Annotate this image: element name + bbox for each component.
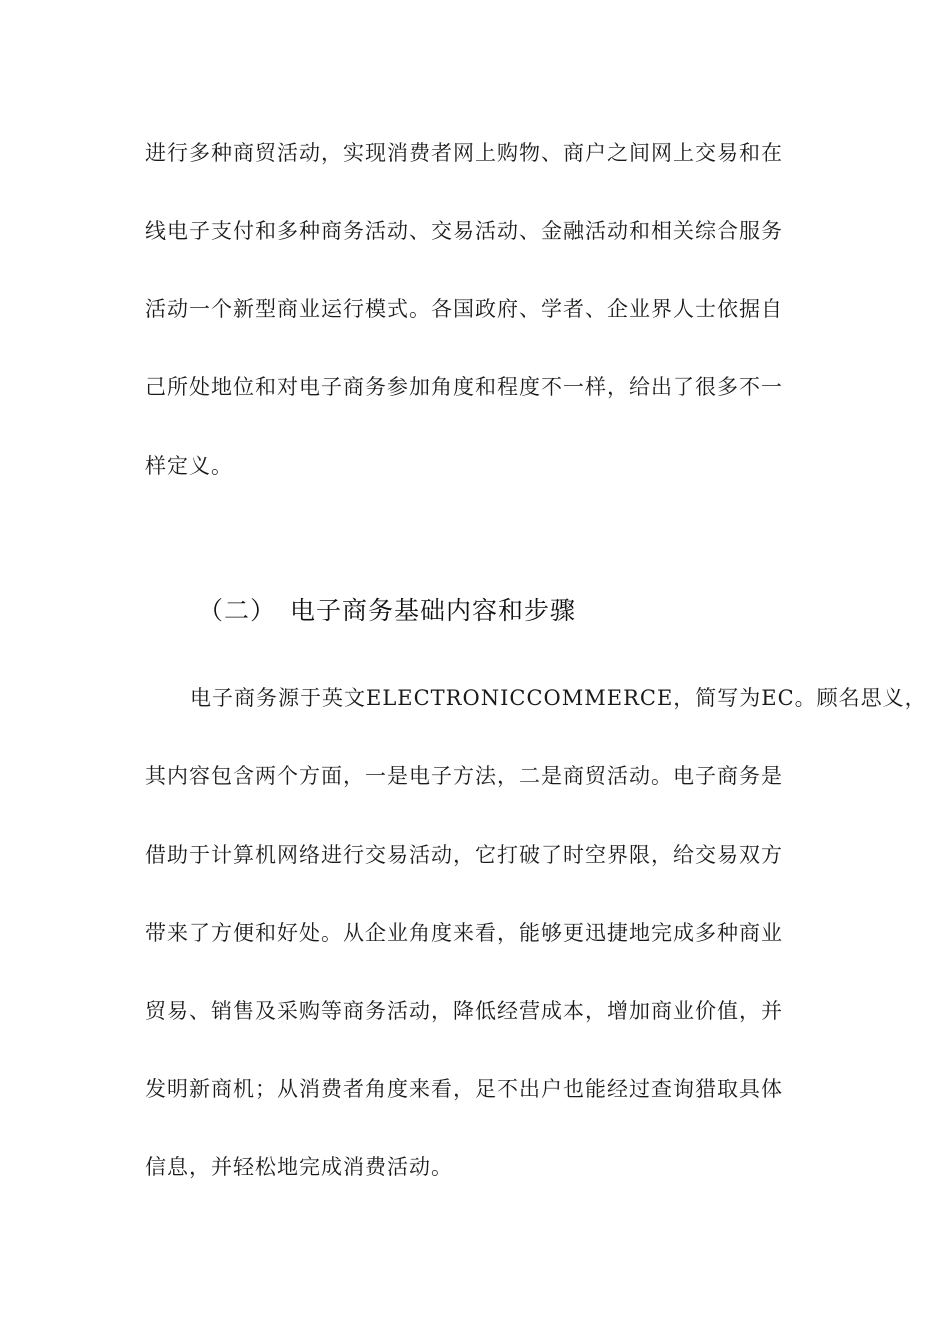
paragraph-2-line-4: 带来了方便和好处。从企业角度来看，能够更迅捷地完成多种商业 <box>145 921 783 945</box>
paragraph-1-line-2: 线电子支付和多种商务活动、交易活动、金融活动和相关综合服务 <box>145 219 783 243</box>
paragraph-2-line-7: 信息，并轻松地完成消费活动。 <box>145 1155 453 1179</box>
paragraph-2-line-1: 电子商务源于英文ELECTRONICCOMMERCE，简写为EC。顾名思义， <box>190 686 927 710</box>
paragraph-2-line-5: 贸易、销售及采购等商务活动，降低经营成本，增加商业价值，并 <box>145 999 783 1023</box>
section-title: 电子商务基础内容和步骤 <box>290 596 577 625</box>
paragraph-1-line-4: 己所处地位和对电子商务参加角度和程度不一样，给出了很多不一 <box>145 375 783 399</box>
section-number: （二） <box>198 596 277 625</box>
section-heading <box>198 594 576 628</box>
paragraph-2-line-3: 借助于计算机网络进行交易活动，它打破了时空界限，给交易双方 <box>145 843 783 867</box>
paragraph-2-line-6: 发明新商机；从消费者角度来看，足不出户也能经过查询猎取具体 <box>145 1077 783 1101</box>
paragraph-1-line-3: 活动一个新型商业运行模式。各国政府、学者、企业界人士依据自 <box>145 297 783 321</box>
paragraph-1-line-5: 样定义。 <box>145 454 233 478</box>
paragraph-2-line-2: 其内容包含两个方面，一是电子方法，二是商贸活动。电子商务是 <box>145 764 783 788</box>
paragraph-1-line-1: 进行多种商贸活动，实现消费者网上购物、商户之间网上交易和在 <box>145 141 783 165</box>
